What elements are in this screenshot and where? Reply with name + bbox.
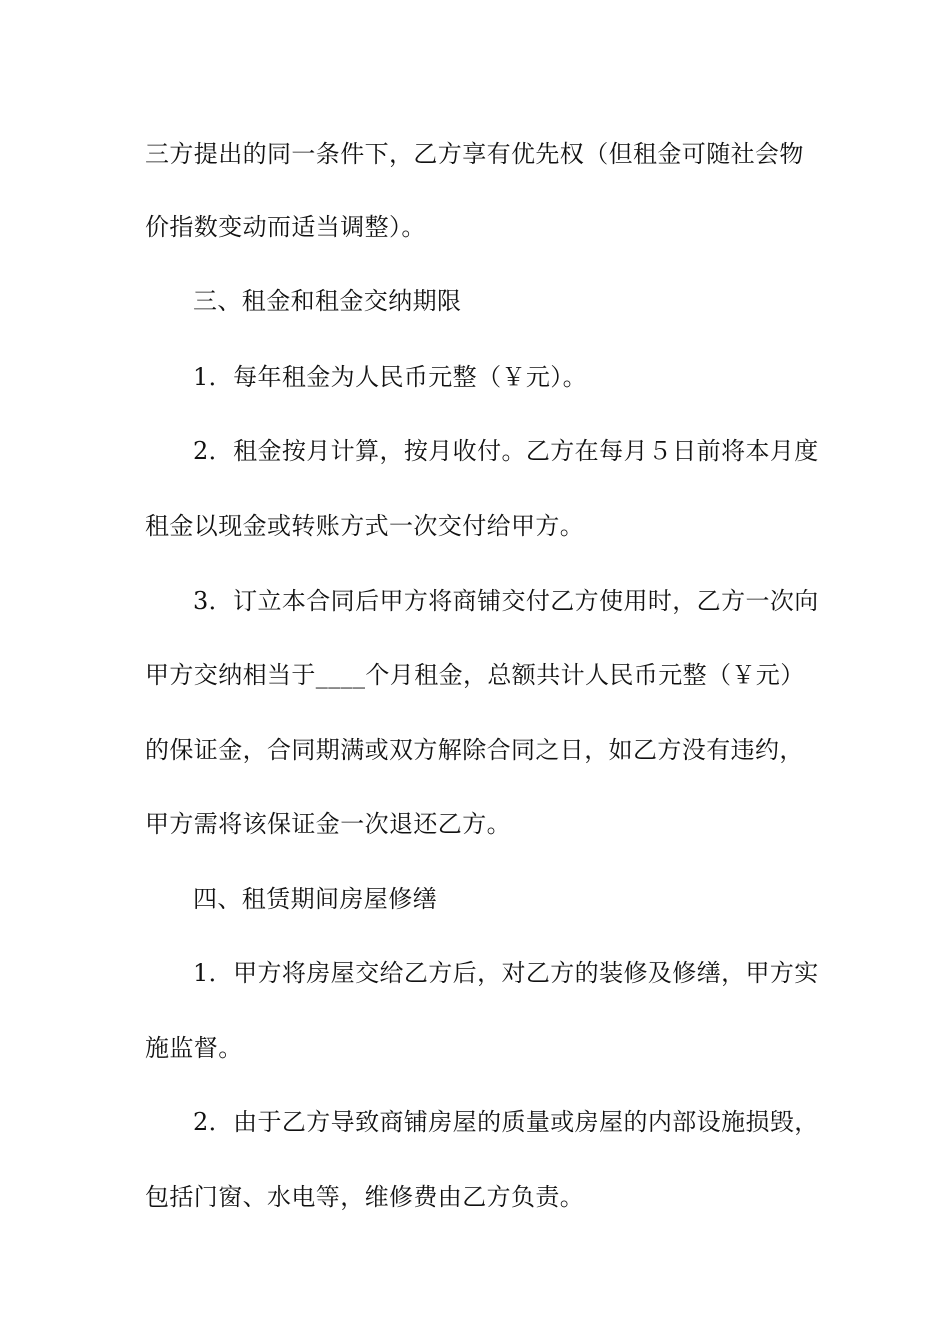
paragraph-line: 价指数变动而适当调整）。 — [145, 213, 426, 241]
paragraph-line: 租金以现金或转账方式一次交付给甲方。 — [145, 512, 585, 540]
clause-line: 1．甲方将房屋交给乙方后，对乙方的装修及修缮，甲方实 — [193, 959, 819, 987]
clause-line: 2．由于乙方导致商铺房屋的质量或房屋的内部设施损毁， — [193, 1108, 819, 1136]
paragraph-line: 三方提出的同一条件下，乙方享有优先权（但租金可随社会物 — [145, 140, 804, 168]
section-heading: 三、租金和租金交纳期限 — [193, 287, 462, 315]
clause-line: 2．租金按月计算，按月收付。乙方在每月５日前将本月度 — [193, 437, 819, 465]
paragraph-line: 的保证金，合同期满或双方解除合同之日，如乙方没有违约， — [145, 736, 804, 764]
section-heading: 四、租赁期间房屋修缮 — [193, 885, 437, 913]
paragraph-line: 甲方需将该保证金一次退还乙方。 — [145, 810, 511, 838]
paragraph-line: 施监督。 — [145, 1034, 243, 1062]
paragraph-line: 甲方交纳相当于____个月租金，总额共计人民币元整（￥元） — [145, 661, 805, 689]
clause-line: 3．订立本合同后甲方将商铺交付乙方使用时，乙方一次向 — [193, 587, 819, 615]
clause-line: 1．每年租金为人民币元整（￥元）。 — [193, 363, 588, 391]
paragraph-line: 包括门窗、水电等，维修费由乙方负责。 — [145, 1183, 585, 1211]
